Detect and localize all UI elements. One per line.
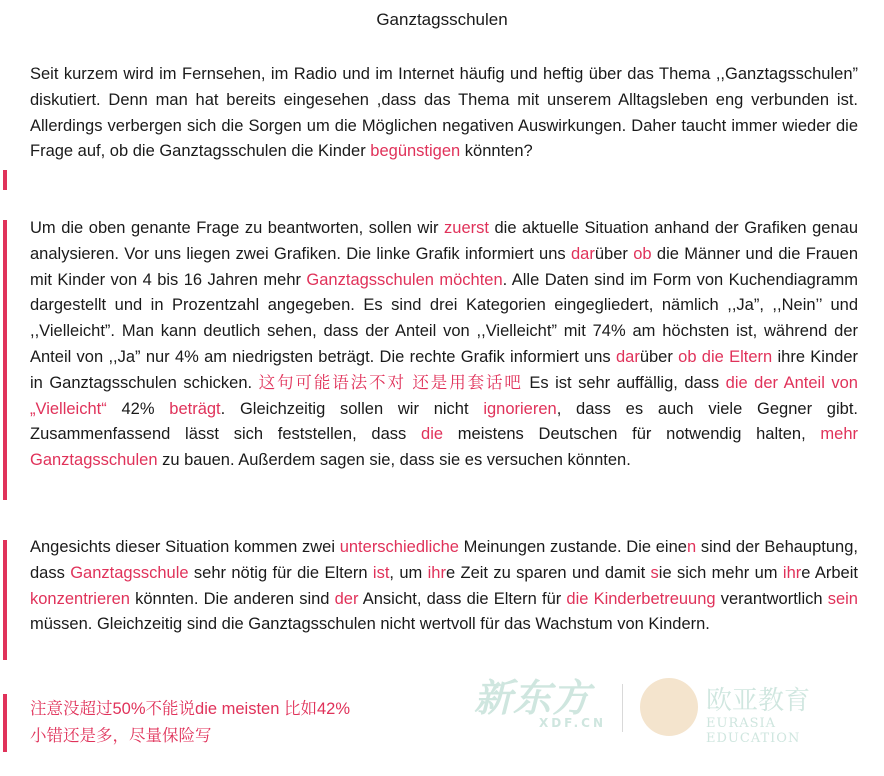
correction: begünstigen xyxy=(370,142,461,161)
text-segment: Seit kurzem wird im Fernsehen, im Radio und im Internet häufig und heftig über das Thema ,,Ganztagsschulen” diskutiert. Denn man hat bereits eingesehen ,dass das Thema mit unserem Alltagsleben eng verbunden ist. Allerdings verbergen sich die Sorgen um die Möglichen negativen Auswirkungen. Daher taucht immer wieder die Frage auf, ob die Ganztagsschulen die Kinder xyxy=(30,65,858,161)
document-title: Ganztagsschulen xyxy=(376,10,508,29)
correction: unterschiedliche xyxy=(339,538,459,556)
correction: die der Anteil von „Vielleicht“ xyxy=(30,373,858,418)
correction: n xyxy=(686,538,697,556)
correction: dar xyxy=(571,244,595,263)
text-segment: sind der Behauptung, dass xyxy=(30,538,858,582)
xdf-logo-text: 新东方 xyxy=(474,676,592,720)
text-segment: meistens Deutschen für notwendig halten, xyxy=(443,425,821,444)
correction: konzentrieren xyxy=(30,589,130,608)
text-segment: Angesichts dieser Situation kommen zwei xyxy=(30,538,340,556)
text-segment: könnten? xyxy=(460,142,533,161)
correction: beträgt xyxy=(169,399,221,418)
paragraph-analysis xyxy=(30,216,858,474)
text-segment: ie sich mehr um xyxy=(658,563,783,582)
text-segment: Meinungen zustande. Die eine xyxy=(458,538,687,556)
teacher-note-line: 小错还是多，尽量保险写 xyxy=(30,727,212,745)
correction: ist xyxy=(372,563,390,582)
eurasia-logo xyxy=(640,678,850,746)
correction: ignorieren xyxy=(483,399,557,418)
text-segment: . Alle Daten sind im Form von Kuchendiagramm dargestellt und in Prozentzahl angegeben. Es sind drei Kategorien eingegliedert, nämlich ,,Ja”, ,,Nein’’ und ,,Vielleicht”. Man kann deutlich sehen, dass der Anteil von ,,Vielleicht” mit 74% am höchsten ist, während der Anteil von ,,Ja” nur 4% am niedrigsten beträgt. Die rechte Grafik informiert uns xyxy=(30,270,858,366)
text-segment: über xyxy=(639,347,679,366)
eurasia-logo-subtitle: EURASIA EDUCATION xyxy=(706,716,801,746)
correction: Ganztagsschule xyxy=(70,563,189,582)
paragraph-intro xyxy=(30,62,858,165)
margin-marker xyxy=(3,694,7,752)
paragraph-opinions xyxy=(30,535,858,638)
correction: die Kinderbetreuung xyxy=(566,589,716,608)
correction: Ganztagsschulen möchten xyxy=(306,270,503,289)
text-segment: , dass es auch viele Gegner gibt. Zusammenfassend lässt sich feststellen, dass xyxy=(30,399,858,444)
correction: die xyxy=(421,425,444,444)
text-segment: zu bauen. Außerdem sagen sie, dass sie es versuchen könnten. xyxy=(157,451,631,470)
text-segment: die aktuelle Situation anhand der Grafiken genau analysieren. Vor uns liegen zwei Grafiken. Die linke Grafik informiert uns xyxy=(30,219,858,263)
eurasia-logo-text: 欧亚教育 xyxy=(706,686,811,716)
text-segment: sehr nötig für die Eltern xyxy=(188,563,373,582)
correction: ob die Eltern xyxy=(678,347,773,366)
margin-marker xyxy=(3,220,7,500)
text-segment: die Männer und die Frauen mit Kinder von 4 bis 16 Jahren mehr xyxy=(30,244,859,289)
correction: ob xyxy=(633,244,652,263)
correction: der xyxy=(334,589,359,608)
text-segment: könnten. Die anderen sind xyxy=(129,589,335,608)
xdf-logo-url: XDF.CN xyxy=(538,716,606,730)
text-segment: müssen. Gleichzeitig sind die Ganztagsschulen nicht wertvoll für das Wachstum von Kindern. xyxy=(30,615,710,634)
text-segment: verantwortlich xyxy=(715,589,828,608)
correction: zuerst xyxy=(444,219,489,237)
correction: dar xyxy=(615,347,640,366)
teacher-comment: 这句可能语法不对 还是用套话吧 xyxy=(258,373,523,392)
text-segment: , um xyxy=(389,563,428,582)
teacher-note-line: 注意没超过50%不能说die meisten 比如42% xyxy=(30,700,351,718)
correction: ihr xyxy=(782,563,802,582)
logo-divider xyxy=(622,684,623,732)
text-segment: Es ist sehr auffällig, dass xyxy=(522,373,726,392)
correction: ihr xyxy=(427,563,446,582)
text-segment: Um die oben genante Frage zu beantworten, sollen wir xyxy=(30,219,445,237)
correction: sein xyxy=(827,589,858,608)
text-segment: e Arbeit xyxy=(801,563,858,582)
correction: mehr Ganztagsschulen xyxy=(30,425,859,470)
margin-marker xyxy=(3,540,7,660)
eurasia-emblem-icon xyxy=(640,678,698,736)
text-segment: ihre Kinder in Ganztagsschulen schicken. xyxy=(30,347,858,392)
xdf-logo xyxy=(474,676,606,740)
correction: s xyxy=(650,563,659,582)
text-segment: Ansicht, dass die Eltern für xyxy=(358,589,567,608)
teacher-note xyxy=(30,696,350,750)
text-segment: . Gleichzeitig sollen wir nicht xyxy=(220,399,484,418)
margin-marker xyxy=(3,170,7,190)
text-segment: 42% xyxy=(106,399,170,418)
text-segment: e Zeit zu sparen und damit xyxy=(445,563,651,582)
text-segment: über xyxy=(594,244,634,263)
